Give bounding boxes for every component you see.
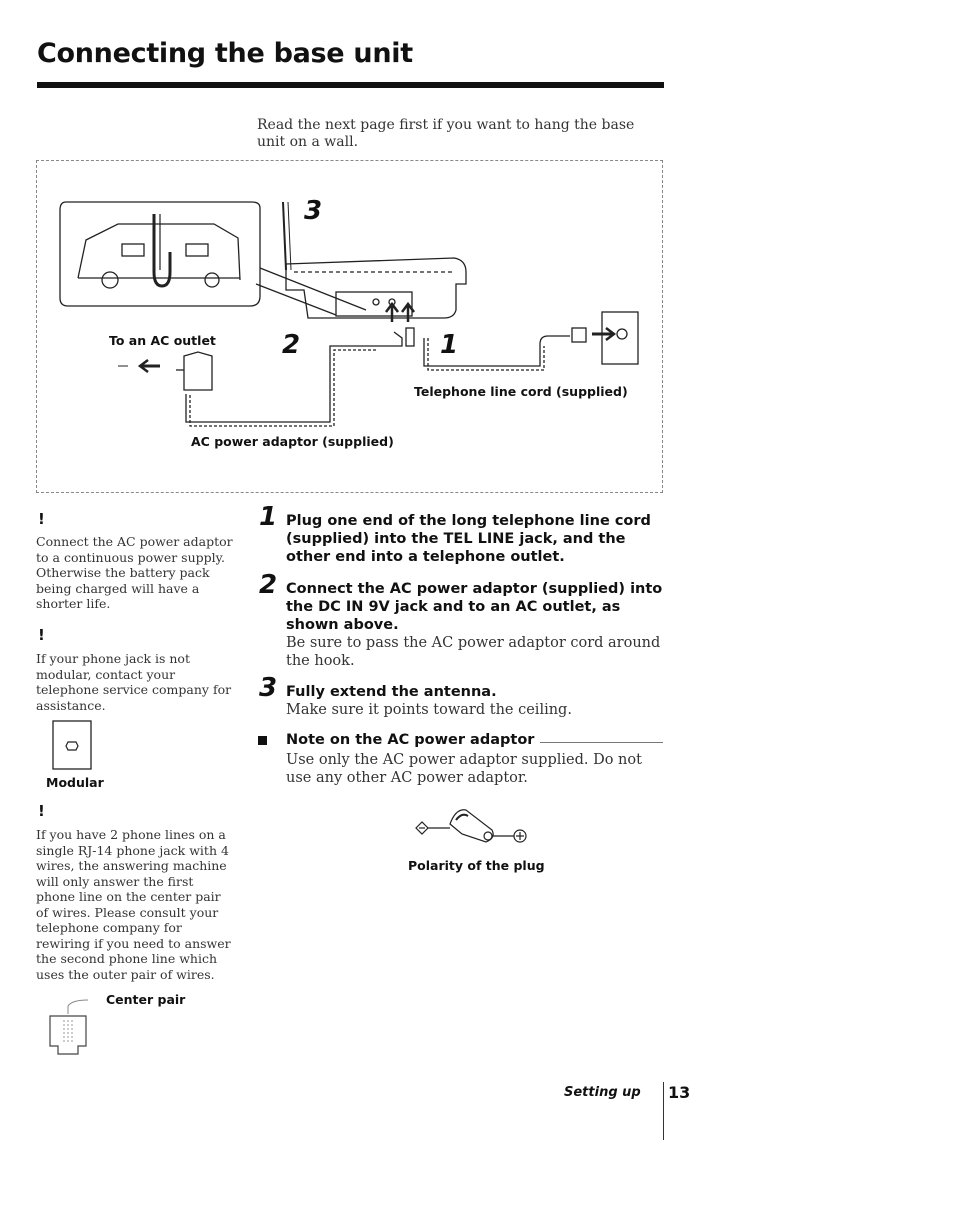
- ac-power-adaptor-label: AC power adaptor (supplied): [191, 434, 394, 449]
- step-2-heading: Connect the AC power adaptor (supplied) into the DC IN 9V jack and to an AC outlet, as shown above.: [286, 581, 663, 633]
- step-1-number: 1: [259, 502, 278, 532]
- step-1-heading: Plug one end of the long telephone line cord (supplied) into the TEL LINE jack, and the other end into a telephone outlet.: [286, 513, 651, 565]
- note-heading-rule: [540, 742, 663, 743]
- side-note-3: If you have 2 phone lines on a single RJ-14 phone jack with 4 wires, the answering machine will only answer the first phone line on the center pair of wires. Please consult your telephone company for rewiring if you need to answer the second phone line which uses the outer pair of wires.: [36, 827, 231, 982]
- step-3-heading: Fully extend the antenna.: [286, 684, 497, 700]
- step-2-number: 2: [259, 570, 278, 600]
- note-heading-row: [286, 732, 663, 748]
- figure-step-3: 3: [304, 196, 323, 226]
- intro-text: Read the next page first if you want to hang the base unit on a wall.: [257, 117, 635, 150]
- footer-section-name: Setting up: [564, 1085, 641, 1100]
- side-note-1: Connect the AC power adaptor to a continuous power supply. Otherwise the battery pack being charged will have a shorter life.: [36, 534, 233, 611]
- step-3-number: 3: [259, 673, 278, 703]
- step-2-body: Be sure to pass the AC power adaptor cord around the hook.: [286, 635, 661, 669]
- step-3-body: Make sure it points toward the ceiling.: [286, 702, 572, 718]
- center-pair-jack-icon: [48, 994, 108, 1060]
- polarity-diagram: [412, 800, 536, 856]
- note-body: Use only the AC power adaptor supplied. Do not use any other AC power adaptor.: [286, 752, 642, 786]
- telephone-line-cord-label: Telephone line cord (supplied): [414, 384, 628, 399]
- page-title: Connecting the base unit: [37, 38, 413, 69]
- footer-divider: [663, 1082, 664, 1140]
- to-ac-outlet-label: To an AC outlet: [109, 333, 216, 348]
- page-number: 13: [668, 1083, 691, 1102]
- figure-step-1: 1: [440, 330, 459, 360]
- note-1-mark: !: [38, 510, 45, 528]
- title-rule: [37, 82, 664, 88]
- note-bullet: [258, 736, 267, 745]
- polarity-caption: Polarity of the plug: [408, 858, 545, 873]
- modular-jack-icon: [52, 720, 94, 772]
- note-heading: Note on the AC power adaptor: [286, 732, 535, 748]
- center-pair-label: Center pair: [106, 992, 186, 1007]
- note-3-mark: !: [38, 802, 45, 820]
- note-2-mark: !: [38, 626, 45, 644]
- figure-step-2: 2: [282, 330, 301, 360]
- modular-label: Modular: [46, 775, 104, 790]
- side-note-2: If your phone jack is not modular, contact your telephone service company for assistance.: [36, 651, 232, 713]
